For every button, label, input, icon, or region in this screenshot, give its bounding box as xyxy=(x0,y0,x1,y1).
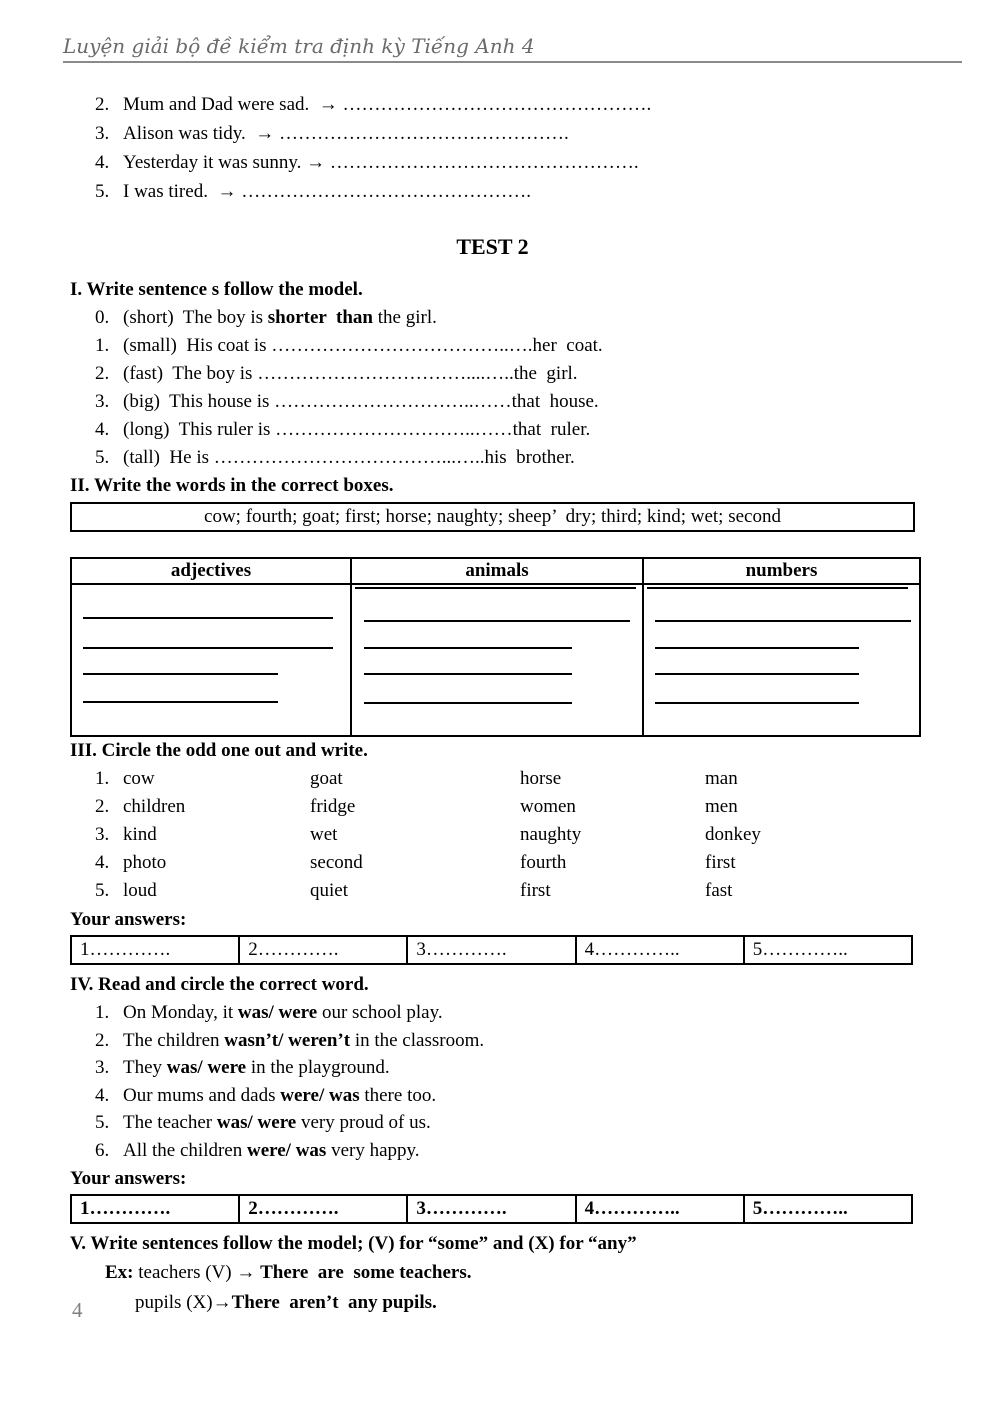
item-text: Yesterday it was sunny. → …………………………………………. xyxy=(123,152,639,173)
example-line xyxy=(105,1258,915,1288)
item-number: 1. xyxy=(95,1002,110,1023)
item-number: 4. xyxy=(95,1084,110,1106)
answer-line xyxy=(655,673,859,675)
item-text: very happy. xyxy=(326,1139,420,1161)
word: fourth xyxy=(520,852,567,873)
word: cow xyxy=(123,768,155,789)
choice-bold-text: was/ were xyxy=(166,1057,247,1078)
item-bold-text: shorter than xyxy=(267,307,373,328)
item-text: (tall) He is ………………………………...…..his brother. xyxy=(123,447,575,468)
column-header-numbers: numbers xyxy=(643,558,920,584)
item-number: 1. xyxy=(95,335,110,356)
item-text: They xyxy=(123,1057,167,1078)
odd-one-out-row xyxy=(95,793,915,821)
item-text: Mum and Dad were sad. → …………………………………………. xyxy=(123,94,652,115)
word: children xyxy=(123,796,186,817)
section-4-heading: IV. Read and circle the correct word. xyxy=(70,974,369,995)
item-number: 2. xyxy=(95,94,110,115)
answers-row xyxy=(71,936,912,964)
word: goat xyxy=(310,768,343,789)
word: women xyxy=(520,796,576,817)
item-text: in the playground. xyxy=(246,1057,390,1078)
page-content xyxy=(70,90,915,1318)
item-number: 4. xyxy=(95,152,110,173)
word: kind xyxy=(123,824,157,845)
section-3-heading: III. Circle the odd one out and write. xyxy=(70,740,368,761)
answer-cell: 5………….. xyxy=(744,1195,912,1223)
item-text: there too. xyxy=(359,1084,437,1106)
section-2 xyxy=(70,472,915,737)
item-text: (big) This house is …………………………..……that house. xyxy=(123,391,599,412)
answer-line xyxy=(83,647,333,649)
item-text: I was tired. → ………………………………………. xyxy=(123,181,531,202)
answer-cell: 4………….. xyxy=(576,1195,744,1223)
answer-line xyxy=(364,647,573,649)
choice-bold-text: was/ were xyxy=(237,1002,318,1023)
answer-line xyxy=(83,617,333,619)
row-number: 2. xyxy=(95,796,110,817)
list-item xyxy=(95,90,915,119)
item-text: The teacher xyxy=(123,1112,217,1133)
section-5 xyxy=(70,1230,915,1318)
item-number: 0. xyxy=(95,307,110,328)
item-number: 3. xyxy=(95,123,110,144)
answer-line xyxy=(83,701,278,703)
word: fast xyxy=(705,880,733,901)
item-text: Alison was tidy. → ………………………………………. xyxy=(123,123,569,144)
item-number: 2. xyxy=(95,363,110,384)
adjectives-cell xyxy=(71,584,351,736)
answer-line xyxy=(83,673,278,675)
list-item xyxy=(95,1027,915,1055)
list-item xyxy=(95,148,915,177)
answers-table xyxy=(70,1194,913,1224)
example-bold-text: There aren’t any pupils. xyxy=(231,1292,437,1313)
answer-cell: 2…………. xyxy=(239,1195,407,1223)
list-item xyxy=(95,1137,915,1165)
item-text: our school play. xyxy=(317,1002,443,1023)
item-number: 4. xyxy=(95,419,110,440)
item-text: On Monday, it xyxy=(123,1002,238,1023)
section-3 xyxy=(70,737,915,965)
page-number: 4 xyxy=(72,1298,83,1322)
word: quiet xyxy=(310,880,348,901)
item-number: 5. xyxy=(95,447,110,468)
column-header-animals: animals xyxy=(351,558,643,584)
example-bold-text: There are some teachers. xyxy=(260,1262,472,1283)
word: second xyxy=(310,852,363,873)
word: men xyxy=(705,796,738,817)
word: naughty xyxy=(520,824,582,845)
row-number: 4. xyxy=(95,852,110,873)
answers-table xyxy=(70,935,913,965)
list-item xyxy=(95,388,915,416)
answer-line xyxy=(364,620,631,622)
item-text: (fast) The boy is ……………………………....…..the girl. xyxy=(123,363,578,384)
odd-one-out-row xyxy=(95,849,915,877)
numbers-cell xyxy=(643,584,920,736)
example-text: teachers (V) → xyxy=(133,1262,261,1283)
word: man xyxy=(705,768,738,789)
word: horse xyxy=(520,768,562,789)
item-text: (small) His coat is ………………………………..….her coat. xyxy=(123,335,603,356)
example-text: pupils (X)→ xyxy=(135,1292,232,1313)
word: fridge xyxy=(310,796,356,817)
answer-cell: 3…………. xyxy=(407,1195,575,1223)
item-text: The children xyxy=(123,1029,225,1051)
list-item xyxy=(95,1054,915,1082)
odd-one-out-row xyxy=(95,765,915,793)
page-header xyxy=(63,34,962,63)
word: first xyxy=(520,880,551,901)
word: photo xyxy=(123,852,167,873)
example-label: Ex: xyxy=(105,1262,134,1283)
example-line xyxy=(135,1288,915,1318)
answer-line xyxy=(655,702,859,704)
word: first xyxy=(705,852,736,873)
section-4 xyxy=(70,971,915,1224)
choice-bold-text: wasn’t/ weren’t xyxy=(224,1029,351,1051)
item-number: 2. xyxy=(95,1029,110,1051)
item-text: in the classroom. xyxy=(350,1029,485,1051)
choice-bold-text: were/ was xyxy=(280,1084,360,1106)
word-sort-table xyxy=(70,557,921,737)
item-text: (long) This ruler is …………………………..……that ruler. xyxy=(123,419,591,440)
your-answers-label: Your answers: xyxy=(70,909,187,930)
answer-cell: 1…………. xyxy=(71,936,239,964)
word-bank-text: cow; fourth; goat; first; horse; naughty; sheep’ dry; third; kind; wet; second xyxy=(204,506,781,527)
list-item xyxy=(95,119,915,148)
answer-line xyxy=(647,587,908,589)
choice-bold-text: was/ were xyxy=(216,1112,297,1133)
answer-cell: 5………….. xyxy=(744,936,912,964)
odd-one-out-row xyxy=(95,821,915,849)
list-item xyxy=(95,444,915,472)
list-item xyxy=(95,304,915,332)
item-number: 5. xyxy=(95,1112,110,1133)
item-text: All the children xyxy=(123,1139,247,1161)
item-text: (short) The boy is xyxy=(123,307,268,328)
list-item xyxy=(95,1082,915,1110)
table-header-row xyxy=(71,558,920,584)
list-item xyxy=(95,360,915,388)
row-number: 3. xyxy=(95,824,110,845)
odd-one-out-row xyxy=(95,877,915,905)
word: loud xyxy=(123,880,157,901)
row-number: 1. xyxy=(95,768,110,789)
answer-cell: 1…………. xyxy=(71,1195,239,1223)
item-number: 3. xyxy=(95,391,110,412)
item-text: the girl. xyxy=(373,307,437,328)
section-2-heading: II. Write the words in the correct boxes. xyxy=(70,475,394,496)
section-5-heading: V. Write sentences follow the model; (V) for “some” and (X) for “any” xyxy=(70,1233,637,1254)
answer-line xyxy=(364,702,573,704)
answer-line xyxy=(364,673,573,675)
item-number: 6. xyxy=(95,1139,110,1161)
list-item xyxy=(95,177,915,206)
word-bank-box xyxy=(70,502,915,532)
your-answers-label: Your answers: xyxy=(70,1168,187,1189)
item-number: 3. xyxy=(95,1057,110,1078)
intro-list xyxy=(70,90,915,206)
answer-cell: 3…………. xyxy=(407,936,575,964)
answers-row xyxy=(71,1195,912,1223)
item-text: very proud of us. xyxy=(296,1112,431,1133)
answer-line xyxy=(655,647,859,649)
column-header-adjectives: adjectives xyxy=(71,558,351,584)
item-number: 5. xyxy=(95,181,110,202)
answer-cell: 2…………. xyxy=(239,936,407,964)
list-item xyxy=(95,1109,915,1137)
word: donkey xyxy=(705,824,761,845)
section-1 xyxy=(70,276,915,472)
list-item xyxy=(95,332,915,360)
list-item xyxy=(95,999,915,1027)
choice-bold-text: were/ was xyxy=(247,1139,327,1161)
answer-cell: 4………….. xyxy=(576,936,744,964)
table-body-row xyxy=(71,584,920,736)
row-number: 5. xyxy=(95,880,110,901)
test-title: TEST 2 xyxy=(456,234,529,259)
animals-cell xyxy=(351,584,643,736)
page-header-title: Luyện giải bộ đề kiểm tra định kỳ Tiếng Anh 4 xyxy=(63,34,535,58)
answer-line xyxy=(655,620,911,622)
section-1-heading: I. Write sentence s follow the model. xyxy=(70,279,363,300)
item-text: Our mums and dads xyxy=(123,1084,281,1106)
list-item xyxy=(95,416,915,444)
word: wet xyxy=(310,824,338,845)
answer-line xyxy=(355,587,636,589)
